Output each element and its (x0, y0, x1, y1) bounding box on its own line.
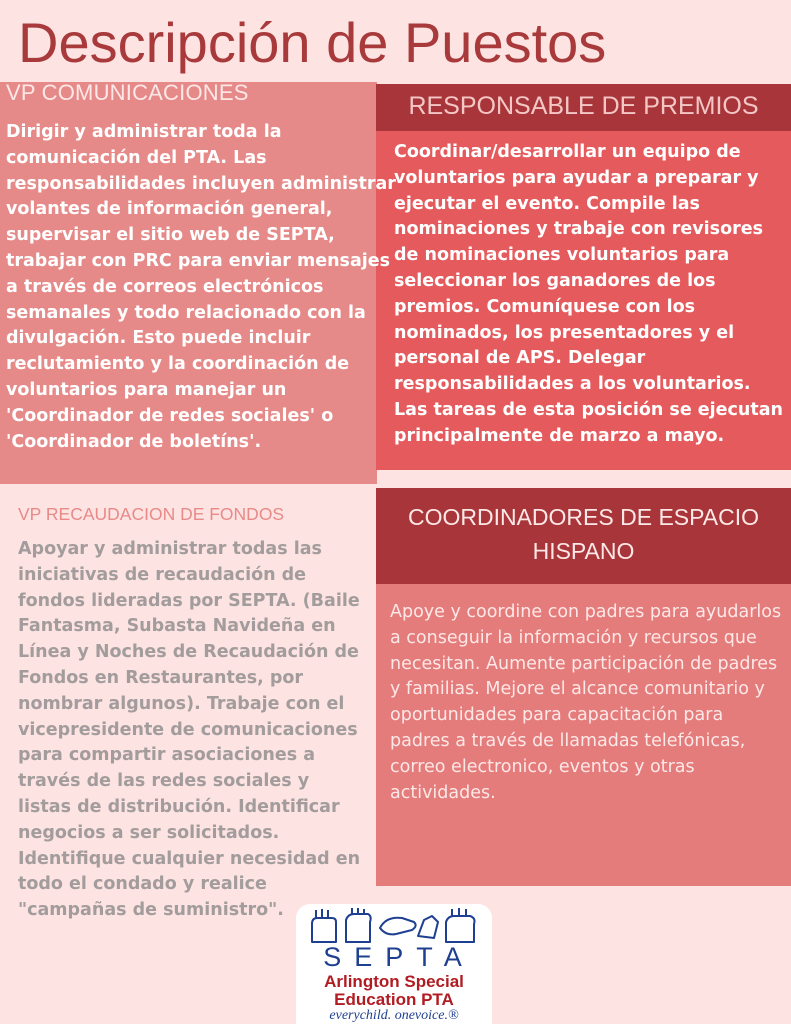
vp-recaudacion-heading: VP RECAUDACION DE FONDOS (18, 504, 285, 524)
logo-org-line2: Education PTA (334, 990, 454, 1009)
espacio-hispano-description: Apoye y coordine con padres para ayudarlos a conseguir la información y recursos que necesitan. Aumente participación de padres y familias. Mejore el alcance comunitario y oportunidades para capacitación para padres a través de llamadas telefónicas, correo electronico, eventos y otras actividades. (390, 602, 782, 803)
sign-language-hands-icon (306, 906, 482, 946)
page-title: Descripción de Puestos (18, 11, 607, 74)
vp-comunicaciones-description: Dirigir y administrar toda la comunicación del PTA. Las responsabilidades incluyen administrar volantes de información general, supervisar el sitio web de SEPTA, trabajar con PRC para enviar mensajes a través de correos electrónicos semanales y todo relacionado con la divulgación. Esto puede incluir reclutamiento y la coordinación de voluntarios para manejar un 'Coordinador de redes sociales' o 'Coordinador de boletíns'. (6, 122, 396, 452)
espacio-hispano-heading (376, 500, 791, 568)
logo-org-line1: Arlington Special (324, 972, 464, 991)
septa-logo (296, 904, 492, 1024)
vp-comunicaciones-heading: VP COMUNICACIONES (6, 80, 249, 105)
logo-tagline: everychild. onevoice.® (329, 1008, 459, 1023)
vp-recaudacion-description: Apoyar y administrar todas las iniciativas de recaudación de fondos lideradas por SEPTA. (Baile Fantasma, Subasta Navideña en Línea y Noches de Recaudación de Fondos en Restaurantes, por nombrar algunos). Trabaje con el vicepresidente de comunicaciones para compartir asociaciones a través de las redes sociales y listas de distribución. Identificar negocios a ser solicitados. Identifique cualquier necesidad en todo el condado y realice "campañas de suministro". (18, 539, 361, 921)
espacio-hispano-heading-line2: HISPANO (532, 538, 635, 564)
espacio-hispano-heading-line1: COORDINADORES DE ESPACIO (407, 504, 760, 530)
logo-septa-wordmark: SEPTA (323, 942, 475, 972)
responsable-premios-heading: RESPONSABLE DE PREMIOS (408, 92, 759, 120)
responsable-premios-description: Coordinar/desarrollar un equipo de voluntarios para ayudar a preparar y ejecutar el evento. Compile las nominaciones y trabaje con revisores de nominaciones voluntarios para seleccionar los ganadores de los premios. Comuníquese con los nominados, los presentadores y el personal de APS. Delegar responsabilidades a los voluntarios. Las tareas de esta posición se ejecutan principalmente de marzo a mayo. (394, 142, 783, 446)
